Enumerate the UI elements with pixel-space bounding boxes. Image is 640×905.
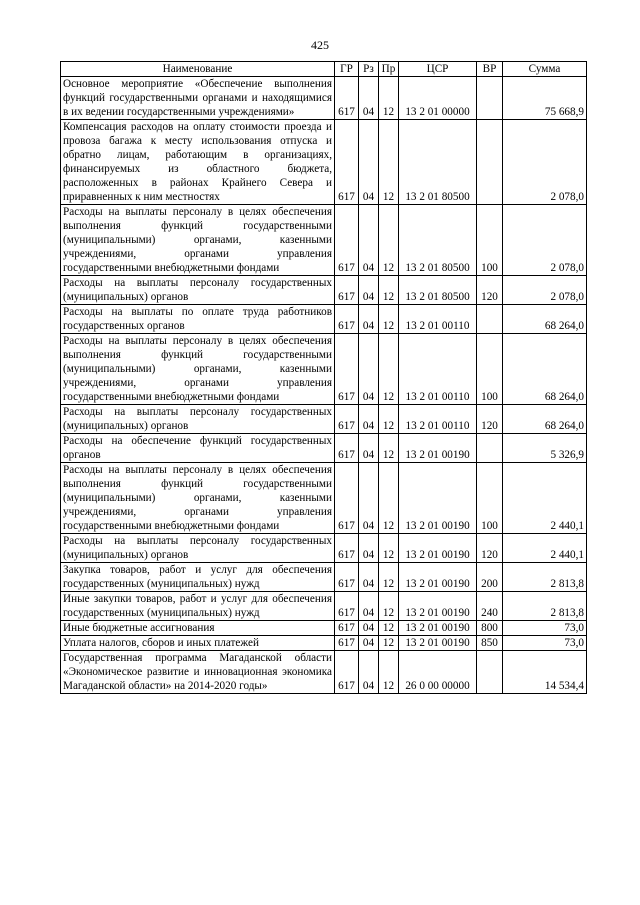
row-name-cell: Основное мероприятие «Обеспечение выполнения функций государственными органами и находящимися в их ведении государственными учреждениями» — [61, 77, 335, 120]
row-vr-cell: 800 — [477, 621, 503, 636]
row-vr-cell: 100 — [477, 463, 503, 534]
row-pr-cell: 12 — [379, 636, 399, 651]
row-vr-cell: 850 — [477, 636, 503, 651]
row-vr-cell: 100 — [477, 205, 503, 276]
row-pr-cell: 12 — [379, 592, 399, 621]
row-vr-cell: 120 — [477, 276, 503, 305]
row-sum-cell: 75 668,9 — [503, 77, 587, 120]
row-csr-cell: 13 2 01 00190 — [399, 621, 477, 636]
row-gr-cell: 617 — [335, 276, 359, 305]
row-name-cell: Расходы на выплаты персоналу в целях обеспечения выполнения функций государственными (муниципальными) органами, казенными учреждениями, органами управления государственными внебюджетными фондами — [61, 205, 335, 276]
row-csr-cell: 13 2 01 00110 — [399, 334, 477, 405]
row-gr-cell: 617 — [335, 592, 359, 621]
table-row — [61, 77, 587, 120]
table-row — [61, 434, 587, 463]
row-pr-cell: 12 — [379, 534, 399, 563]
row-sum-cell: 68 264,0 — [503, 334, 587, 405]
row-pr-cell: 12 — [379, 405, 399, 434]
row-csr-cell: 13 2 01 00190 — [399, 563, 477, 592]
row-rz-cell: 04 — [359, 621, 379, 636]
table-row — [61, 592, 587, 621]
row-vr-cell: 200 — [477, 563, 503, 592]
row-gr-cell: 617 — [335, 534, 359, 563]
row-name-cell: Иные закупки товаров, работ и услуг для обеспечения государственных (муниципальных) нужд — [61, 592, 335, 621]
row-csr-cell: 13 2 01 00190 — [399, 463, 477, 534]
header-vr: ВР — [477, 62, 503, 77]
row-pr-cell: 12 — [379, 77, 399, 120]
row-vr-cell: 120 — [477, 405, 503, 434]
row-name-cell: Закупка товаров, работ и услуг для обеспечения государственных (муниципальных) нужд — [61, 563, 335, 592]
row-gr-cell: 617 — [335, 120, 359, 205]
row-csr-cell: 13 2 01 00190 — [399, 592, 477, 621]
header-sum: Сумма — [503, 62, 587, 77]
row-csr-cell: 13 2 01 00000 — [399, 77, 477, 120]
row-sum-cell: 68 264,0 — [503, 405, 587, 434]
row-sum-cell: 73,0 — [503, 621, 587, 636]
row-sum-cell: 2 440,1 — [503, 534, 587, 563]
row-name-cell: Расходы на выплаты персоналу государственных (муниципальных) органов — [61, 405, 335, 434]
row-sum-cell: 14 534,4 — [503, 651, 587, 694]
row-name-cell: Расходы на выплаты по оплате труда работников государственных органов — [61, 305, 335, 334]
row-csr-cell: 13 2 01 80500 — [399, 205, 477, 276]
row-name-cell: Компенсация расходов на оплату стоимости проезда и провоза багажа к месту использования отпуска и обратно лицам, работающим в организациях, финансируемых из областного бюджета, расположенных в районах Крайнего Севера и приравненных к ним местностях — [61, 120, 335, 205]
row-sum-cell: 2 440,1 — [503, 463, 587, 534]
table-body — [61, 77, 587, 694]
table-row — [61, 621, 587, 636]
row-sum-cell: 2 078,0 — [503, 205, 587, 276]
row-sum-cell: 2 078,0 — [503, 276, 587, 305]
header-gr: ГР — [335, 62, 359, 77]
row-csr-cell: 13 2 01 00190 — [399, 534, 477, 563]
row-name-cell: Расходы на выплаты персоналу государственных (муниципальных) органов — [61, 534, 335, 563]
row-pr-cell: 12 — [379, 205, 399, 276]
row-name-cell: Расходы на выплаты персоналу в целях обеспечения выполнения функций государственными (муниципальными) органами, казенными учреждениями, органами управления государственными внебюджетными фондами — [61, 334, 335, 405]
row-name-cell: Иные бюджетные ассигнования — [61, 621, 335, 636]
row-rz-cell: 04 — [359, 405, 379, 434]
row-vr-cell — [477, 305, 503, 334]
row-gr-cell: 617 — [335, 205, 359, 276]
row-name-cell: Расходы на выплаты персоналу государственных (муниципальных) органов — [61, 276, 335, 305]
budget-table — [60, 61, 587, 694]
header-pr: Пр — [379, 62, 399, 77]
row-rz-cell: 04 — [359, 205, 379, 276]
row-csr-cell: 13 2 01 00190 — [399, 434, 477, 463]
row-sum-cell: 2 078,0 — [503, 120, 587, 205]
row-rz-cell: 04 — [359, 305, 379, 334]
row-pr-cell: 12 — [379, 563, 399, 592]
table-row — [61, 305, 587, 334]
row-pr-cell: 12 — [379, 434, 399, 463]
header-name: Наименование — [61, 62, 335, 77]
row-pr-cell: 12 — [379, 621, 399, 636]
row-gr-cell: 617 — [335, 636, 359, 651]
row-pr-cell: 12 — [379, 276, 399, 305]
table-row — [61, 563, 587, 592]
row-rz-cell: 04 — [359, 463, 379, 534]
row-pr-cell: 12 — [379, 305, 399, 334]
row-csr-cell: 13 2 01 00110 — [399, 405, 477, 434]
header-csr: ЦСР — [399, 62, 477, 77]
table-row — [61, 463, 587, 534]
row-gr-cell: 617 — [335, 621, 359, 636]
row-gr-cell: 617 — [335, 651, 359, 694]
row-sum-cell: 5 326,9 — [503, 434, 587, 463]
row-vr-cell — [477, 77, 503, 120]
row-gr-cell: 617 — [335, 434, 359, 463]
page-number: 425 — [311, 38, 329, 52]
row-rz-cell: 04 — [359, 651, 379, 694]
row-gr-cell: 617 — [335, 334, 359, 405]
row-vr-cell: 100 — [477, 334, 503, 405]
row-gr-cell: 617 — [335, 77, 359, 120]
row-csr-cell: 26 0 00 00000 — [399, 651, 477, 694]
row-rz-cell: 04 — [359, 77, 379, 120]
table-row — [61, 276, 587, 305]
row-pr-cell: 12 — [379, 651, 399, 694]
row-gr-cell: 617 — [335, 463, 359, 534]
table-row — [61, 636, 587, 651]
row-rz-cell: 04 — [359, 563, 379, 592]
row-name-cell: Уплата налогов, сборов и иных платежей — [61, 636, 335, 651]
row-vr-cell — [477, 434, 503, 463]
row-name-cell: Расходы на выплаты персоналу в целях обеспечения выполнения функций государственными (муниципальными) органами, казенными учреждениями, органами управления государственными внебюджетными фондами — [61, 463, 335, 534]
row-pr-cell: 12 — [379, 334, 399, 405]
row-name-cell: Расходы на обеспечение функций государственных органов — [61, 434, 335, 463]
row-name-cell: Государственная программа Магаданской области «Экономическое развитие и инновационная экономика Магаданской области» на 2014-2020 годы» — [61, 651, 335, 694]
row-rz-cell: 04 — [359, 534, 379, 563]
row-pr-cell: 12 — [379, 120, 399, 205]
table-row — [61, 205, 587, 276]
row-rz-cell: 04 — [359, 276, 379, 305]
table-row — [61, 120, 587, 205]
table-row — [61, 534, 587, 563]
table-row — [61, 651, 587, 694]
row-csr-cell: 13 2 01 00110 — [399, 305, 477, 334]
row-sum-cell: 2 813,8 — [503, 592, 587, 621]
table-header-row — [61, 62, 587, 77]
table-row — [61, 405, 587, 434]
row-sum-cell: 73,0 — [503, 636, 587, 651]
row-vr-cell — [477, 651, 503, 694]
row-rz-cell: 04 — [359, 334, 379, 405]
row-vr-cell: 120 — [477, 534, 503, 563]
row-vr-cell — [477, 120, 503, 205]
row-sum-cell: 68 264,0 — [503, 305, 587, 334]
row-csr-cell: 13 2 01 00190 — [399, 636, 477, 651]
row-gr-cell: 617 — [335, 305, 359, 334]
row-gr-cell: 617 — [335, 563, 359, 592]
row-rz-cell: 04 — [359, 120, 379, 205]
row-csr-cell: 13 2 01 80500 — [399, 120, 477, 205]
row-sum-cell: 2 813,8 — [503, 563, 587, 592]
row-pr-cell: 12 — [379, 463, 399, 534]
row-rz-cell: 04 — [359, 592, 379, 621]
table-row — [61, 334, 587, 405]
header-rz: Рз — [359, 62, 379, 77]
row-vr-cell: 240 — [477, 592, 503, 621]
row-rz-cell: 04 — [359, 636, 379, 651]
row-rz-cell: 04 — [359, 434, 379, 463]
row-csr-cell: 13 2 01 80500 — [399, 276, 477, 305]
row-gr-cell: 617 — [335, 405, 359, 434]
